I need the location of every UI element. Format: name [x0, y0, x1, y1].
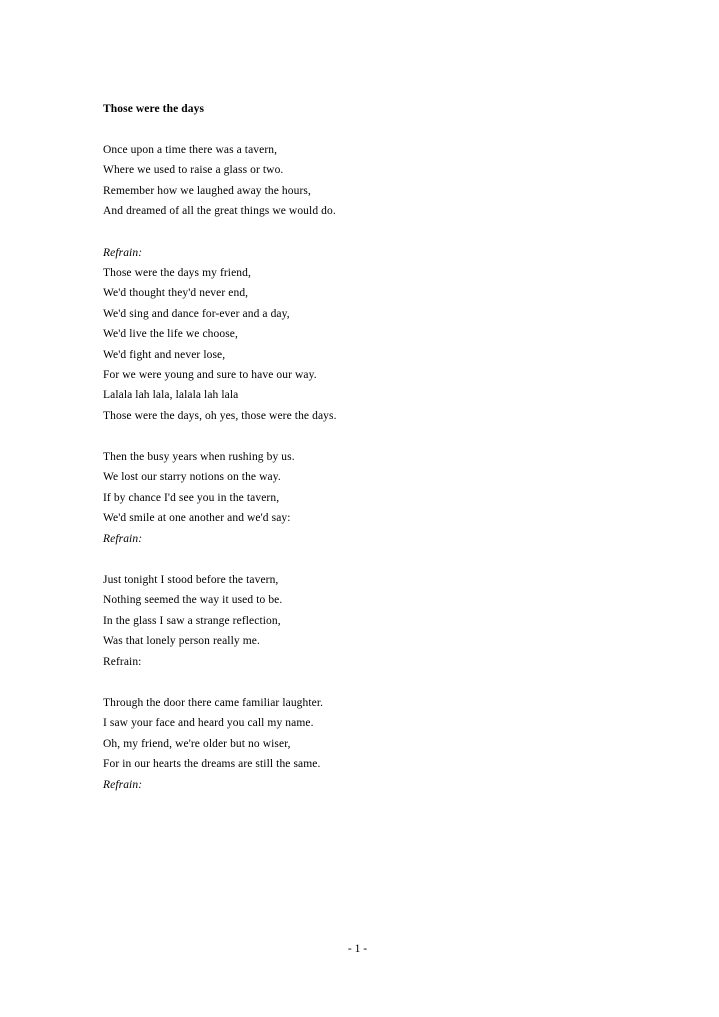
- refrain-marker: Refrain:: [103, 246, 143, 259]
- stanza: [103, 570, 663, 672]
- lyric-line: Through the door there came familiar laughter.: [103, 696, 324, 709]
- lyric-line: Those were the days my friend,: [103, 266, 251, 279]
- lyric-line: We'd live the life we choose,: [103, 328, 238, 341]
- lyric-line: Where we used to raise a glass or two.: [103, 164, 284, 177]
- lyric-line: Lalala lah lala, lalala lah lala: [103, 389, 239, 402]
- song-content: [103, 99, 663, 816]
- lyric-line: I saw your face and heard you call my name.: [103, 717, 314, 730]
- stanza: [103, 140, 663, 222]
- song-title: Those were the days: [103, 103, 205, 115]
- lyric-line: Was that lonely person really me.: [103, 635, 260, 648]
- lyric-line: Once upon a time there was a tavern,: [103, 144, 278, 156]
- stanza: [103, 243, 663, 427]
- refrain-marker: Refrain:: [103, 532, 143, 545]
- stanza-list: [103, 140, 663, 795]
- lyric-line: Just tonight I stood before the tavern,: [103, 574, 279, 587]
- refrain-marker: Refrain:: [103, 655, 142, 668]
- lyric-line: In the glass I saw a strange reflection,: [103, 614, 281, 627]
- page-number-text: - 1 -: [347, 943, 368, 955]
- lyric-line: We'd fight and never lose,: [103, 348, 226, 361]
- lyric-line: Remember how we laughed away the hours,: [103, 184, 311, 197]
- stanza: [103, 693, 663, 795]
- stanza: [103, 447, 663, 549]
- lyric-line: Those were the days, oh yes, those were the days.: [103, 409, 337, 422]
- lyric-line: If by chance I'd see you in the tavern,: [103, 491, 280, 504]
- lyric-line: We'd sing and dance for-ever and a day,: [103, 307, 290, 320]
- lyric-line: And dreamed of all the great things we would do.: [103, 205, 336, 218]
- lyric-line: We'd smile at one another and we'd say:: [103, 512, 291, 525]
- lyric-line: For we were young and sure to have our way.: [103, 368, 317, 381]
- lyric-line: We lost our starry notions on the way.: [103, 471, 281, 484]
- refrain-marker: Refrain:: [103, 778, 143, 791]
- lyric-line: Oh, my friend, we're older but no wiser,: [103, 737, 291, 750]
- lyric-line: Nothing seemed the way it used to be.: [103, 594, 283, 607]
- lyric-line: For in our hearts the dreams are still the same.: [103, 758, 321, 771]
- lyric-line: Then the busy years when rushing by us.: [103, 451, 295, 464]
- lyric-line: We'd thought they'd never end,: [103, 287, 249, 300]
- page-number: [0, 941, 719, 957]
